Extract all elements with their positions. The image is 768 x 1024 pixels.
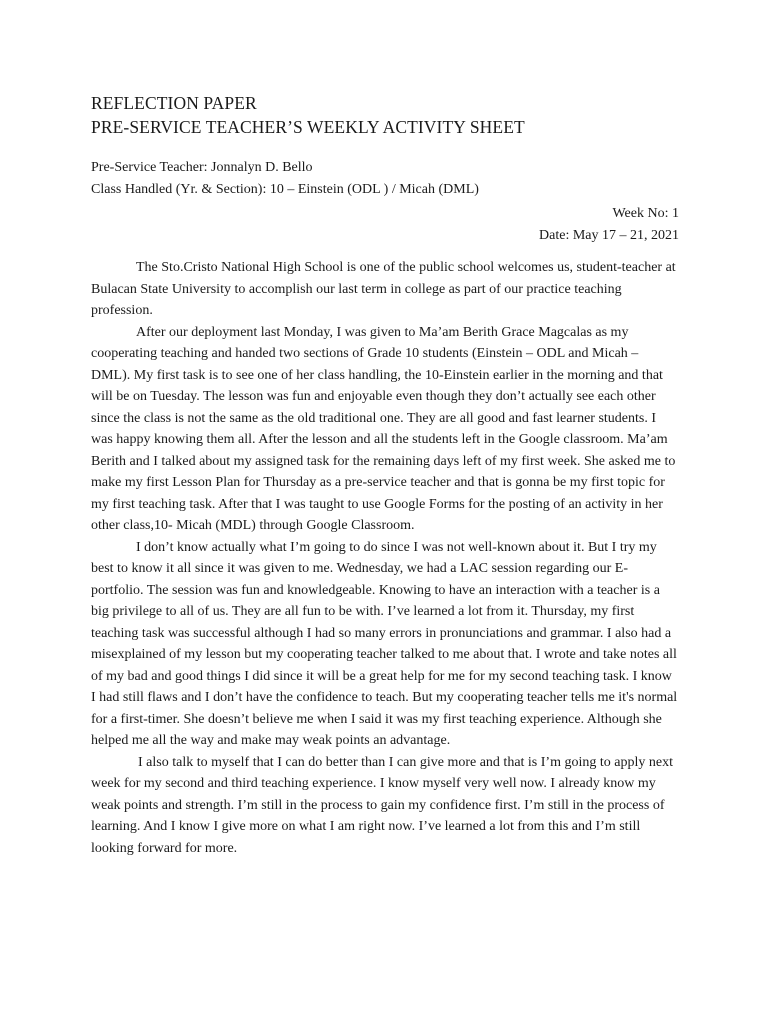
date-range: Date: May 17 – 21, 2021	[539, 227, 679, 243]
paragraph-deployment: After our deployment last Monday, I was given to Ma’am Berith Grace Magcalas as my cooperating teaching and handed two sections of Grade 10 students (Einstein – ODL and Micah – DML). My first task is to see one of her class handling, the 10-Einstein earlier in the morning and that will be on Tuesday. The lesson was fun and enjoyable even though they don’t actually see each other since the class is not the same as the old traditional one. They are all good and fast learner students. I was happy knowing them all. After the lesson and all the students left in the Google classroom. Ma’am Berith and I talked about my assigned task for the remaining days left of my first week. She asked me to make my first Lesson Plan for Thursday as a pre-service teacher and that is gonna be my first topic for my first teaching task. After that I was taught to use Google Forms for the posting of an activity in her other class,10- Micah (MDL) through Google Classroom.	[91, 324, 676, 533]
week-date-block	[91, 203, 679, 246]
week-number: Week No: 1	[612, 206, 679, 221]
paragraph-closing: I also talk to myself that I can do better than I can give more and that is I’m going to apply next week for my second and third teaching experience. I know myself very well now. I already know my weak points and strength. I’m still in the process to gain my confidence first. I’m still in the process of learning. And I know I give more on what I am right now. I’ve learned a lot from this and I’m still looking forward for more.	[91, 754, 673, 856]
teacher-info	[91, 157, 679, 200]
reflection-body	[91, 257, 679, 859]
class-handled-line: Class Handled (Yr. & Section): 10 – Einstein (ODL ) / Micah (DML)	[91, 181, 479, 197]
document-content	[91, 91, 679, 859]
document-title	[91, 91, 679, 139]
paragraph-intro: The Sto.Cristo National High School is one of the public school welcomes us, student-teacher at Bulacan State University to accomplish our last term in college as part of our practice teaching profession.	[91, 260, 676, 318]
paragraph-lac-session: I don’t know actually what I’m going to do since I was not well-known about it. But I try my best to know it all since it was given to me. Wednesday, we had a LAC session regarding our E-portfolio. The session was fun and knowledgeable. Knowing to have an interaction with a teacher is a big privilege to all of us. They are all fun to be with. I’ve learned a lot from it. Thursday, my first teaching task was successful although I had so many errors in pronunciations and grammar. I also had a misexplained of my lesson but my cooperating teacher talked to me about that. I wrote and take notes all of my bad and good things I did since it will be a great help for me for my second teaching task. I know I had still flaws and I don’t have the confidence to teach. But my cooperating teacher tells me it's normal for a first-timer. She doesn’t believe me when I said it was my first teaching experience. Although she helped me all the way and make may weak points an advantage.	[91, 539, 678, 748]
pre-service-teacher-line: Pre-Service Teacher: Jonnalyn D. Bello	[91, 160, 313, 175]
title-line-reflection-paper: REFLECTION PAPER	[91, 93, 257, 113]
title-line-activity-sheet: PRE-SERVICE TEACHER’S WEEKLY ACTIVITY SHEET	[91, 117, 525, 137]
